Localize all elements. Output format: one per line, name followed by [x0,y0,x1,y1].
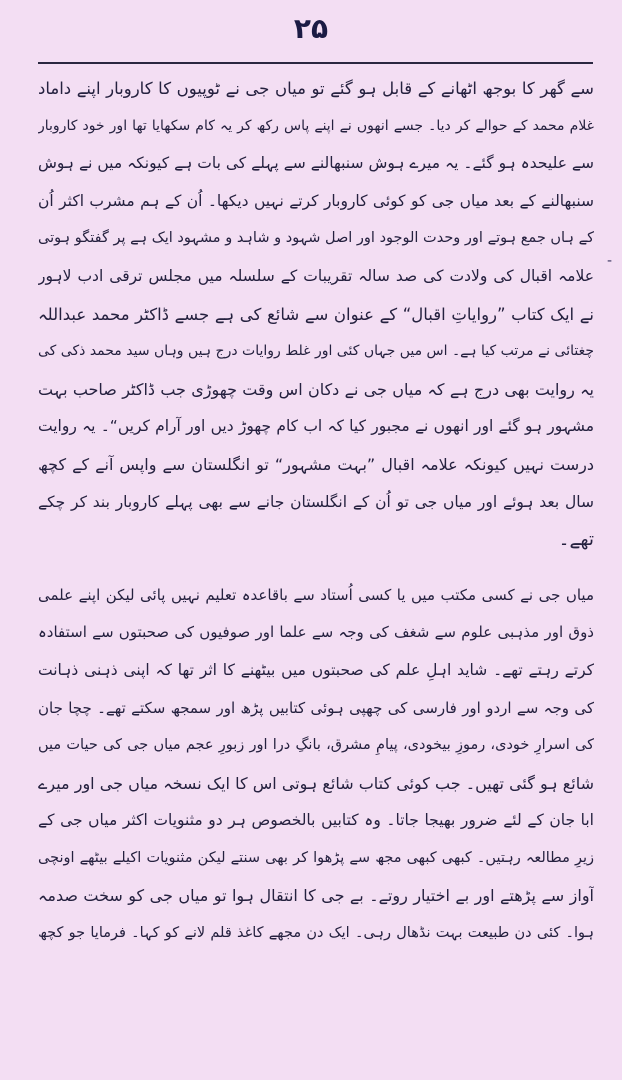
paragraph-1 [38,70,594,258]
header-rule [38,62,593,64]
text-line: تھے۔ [558,529,594,551]
text-line: چغتائی نے مرتب کیا ہے۔ اس میں جہاں کئی اور غلط روایات درج ہیں وہاں سید محمد ذکی کی [38,343,594,360]
text-line: سے علیحدہ ہو گئے۔ یہ میرے ہوش سنبھالنے سے پہلے کی بات ہے کیونکہ میں نے ہوش [38,154,594,173]
text-line: زیرِ مطالعہ رہتیں۔ کبھی کبھی مجھ سے پڑھوا کر بھی سنتے لیکن مثنویات اکیلے بیٹھے اونچی [38,849,594,866]
text-line: ہوا۔ کئی دن طبیعت بہت نڈھال رہی۔ ایک دن مجھے کاغذ قلم لانے کو کہا۔ فرمایا جو کچھ [38,925,594,942]
text-line: سنبھالنے کے بعد میاں جی کو کوئی کاروبار کرتے نہیں دیکھا۔ اُن کے ہم مشرب اکثر اُن [38,191,594,210]
text-line: سال بعد ہوئے اور میاں جی تو اُن کے انگلستان جانے سے بھی پہلے کاروبار بند کر چکے [38,492,594,511]
text-line: نے ایک کتاب ”روایاتِ اقبال“ کے عنوان سے شائع کی ہے جسے ڈاکٹر محمد عبداللہ [38,304,594,324]
body-text [38,70,594,953]
text-line: شائع ہو گئی تھیں۔ جب کوئی کتاب شائع ہوتی اس کا ایک نسخہ میاں جی اور میرے [38,773,594,793]
text-line: میاں جی نے کسی مکتب میں یا کسی اُستاد سے باقاعدہ تعلیم نہیں پائی لیکن اپنے علمی [38,585,594,604]
text-line: کی اسرارِ خودی، رموزِ بیخودی، پیامِ مشرق، بانگِ درا اور زبورِ عجم میاں جی کی حیات میں [38,737,594,754]
text-line: ابا جان کے لئے ضرور بھیجا جاتا۔ وہ کتابیں بالخصوص ہر دو مثنویات اکثر میاں جی کے [38,811,594,830]
text-line: درست نہیں کیونکہ علامہ اقبال ”بہت مشہور“ تو انگلستان سے واپس آنے کے کچھ [38,454,594,474]
page-number: ۲۵ [293,12,329,45]
margin-mark: - [606,253,612,269]
paragraph-2 [38,258,594,559]
paragraph-3 [38,577,594,953]
text-line: کرتے رہتے تھے۔ شاید اہلِ علم کی صحبتوں میں بیٹھنے کا اثر تھا کہ اپنی ذہنی ذہانت [38,660,594,679]
text-line: یہ روایت بھی درج ہے کہ میاں جی نے دکان اس وقت چھوڑی جب ڈاکٹر صاحب بہت [38,379,594,399]
text-line: آواز سے پڑھتے اور بے اختیار روتے۔ بے جی کا انتقال ہوا تو میاں جی کو سخت صدمہ [38,886,594,906]
paragraph-gap [38,559,594,577]
text-line: کے ہاں جمع ہوتے اور وحدت الوجود اور اصل شہود و شاہد و مشہود ایک ہے پر گفتگو ہوتی [38,230,594,247]
text-line: غلام محمد کے حوالے کر دیا۔ جسے انھوں نے اپنے پاس رکھ کر یہ کام سکھایا تھا اور خود کاروبار [38,117,594,134]
text-line: سے گھر کا بوجھ اٹھانے کے قابل ہو گئے تو میاں جی نے ٹوپیوں کا کاروبار اپنے داماد [38,79,594,98]
text-line: مشہور ہو گئے اور انھوں نے مجبور کیا کہ اب کام چھوڑ دیں اور آرام کریں“۔ یہ روایت [38,417,594,436]
text-line: کی وجہ سے اردو اور فارسی کی چھپی ہوئی کتابیں پڑھ اور سمجھ سکتے تھے۔ چچا جان [38,698,594,717]
text-line: علامہ اقبال کی ولادت کی صد سالہ تقریبات کے سلسلہ میں مجلس ترقی ادب لاہور [38,266,594,285]
text-line: ذوق اور مذہبی علوم سے شغف کی وجہ سے علما اور صوفیوں کی صحبتوں سے استفادہ [38,623,594,642]
